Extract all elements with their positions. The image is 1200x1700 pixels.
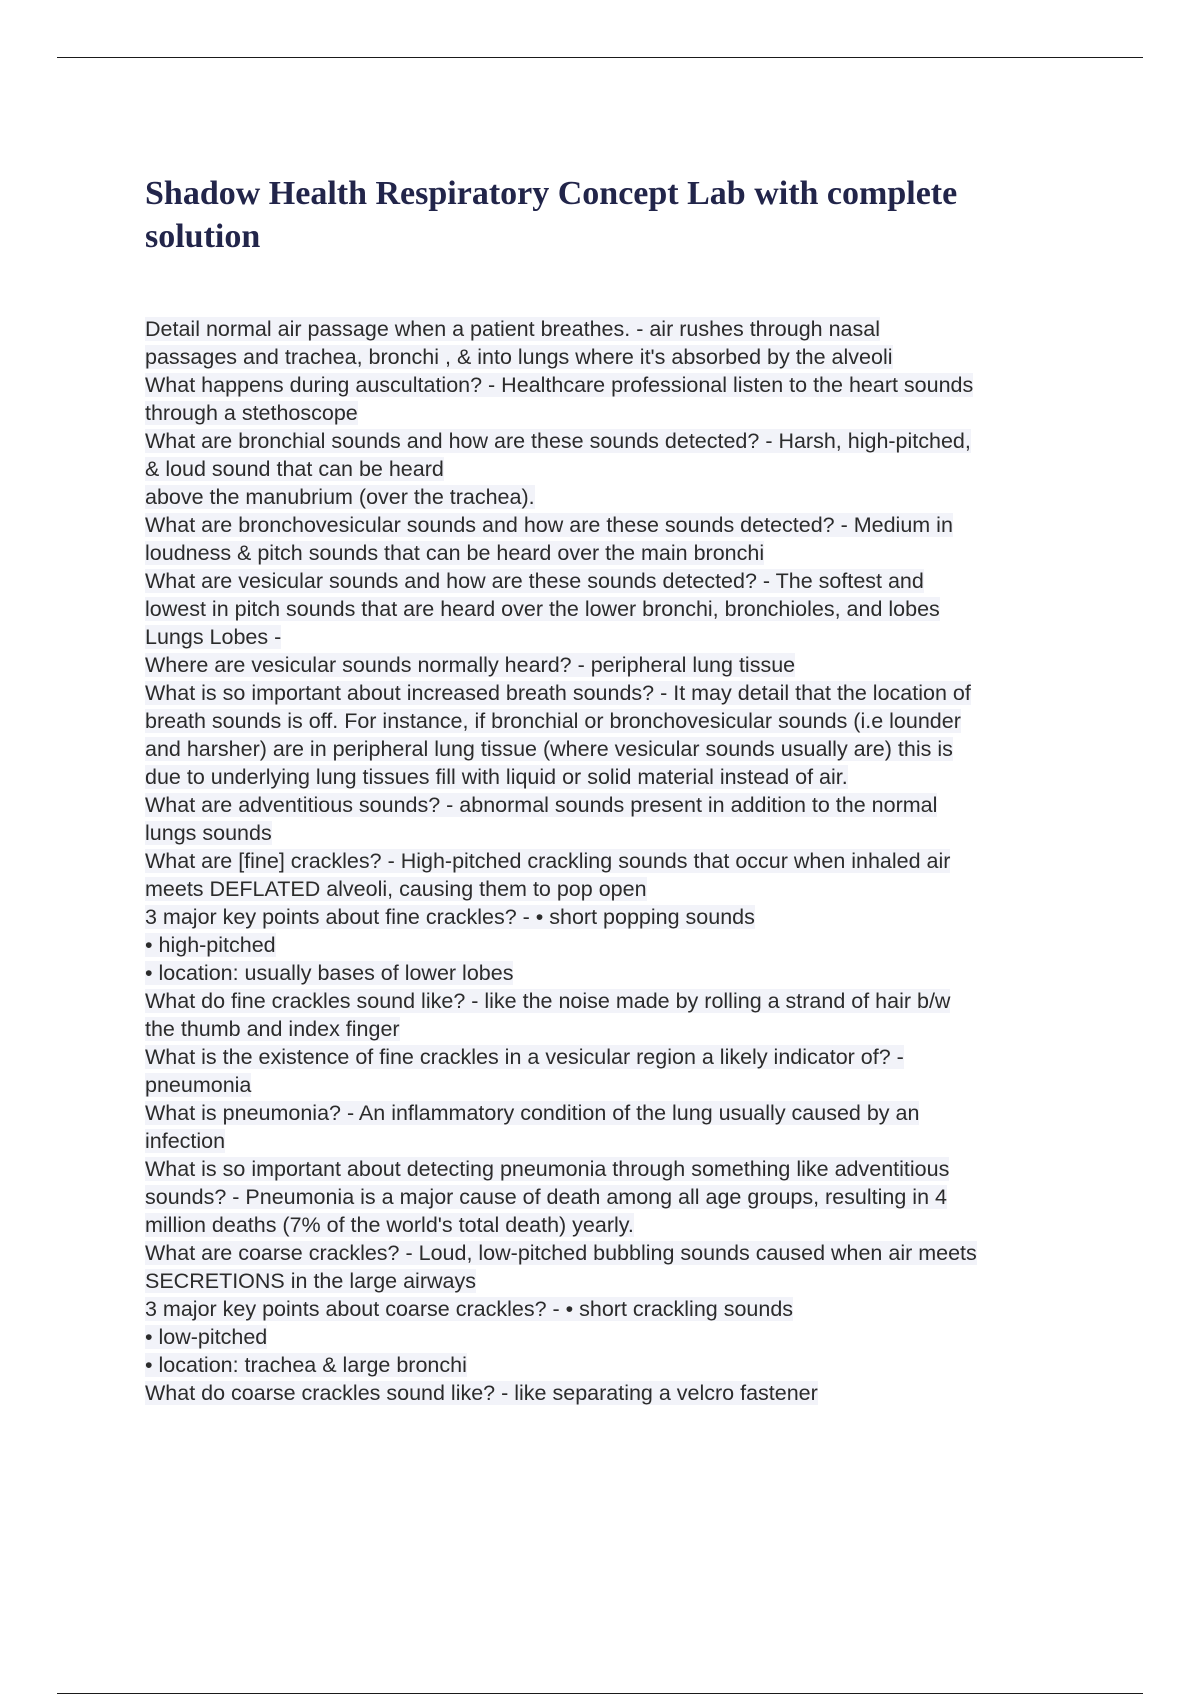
text-line: Detail normal air passage when a patient breathes. - air rushes through nasal (145, 317, 880, 341)
text-line: above the manubrium (over the trachea). (145, 485, 535, 509)
text-line: What happens during auscultation? - Healthcare professional listen to the heart sounds (145, 373, 974, 397)
text-line: What do fine crackles sound like? - like the noise made by rolling a strand of hair b/w (145, 989, 951, 1013)
text-line: infection (145, 1129, 226, 1153)
text-line: What is so important about increased breath sounds? - It may detail that the location of (145, 681, 971, 705)
text-line: What is the existence of fine crackles in a vesicular region a likely indicator of? - (145, 1045, 904, 1069)
text-line: What are coarse crackles? - Loud, low-pitched bubbling sounds caused when air meets (145, 1241, 977, 1265)
text-line: 3 major key points about fine crackles? - • short popping sounds (145, 905, 755, 929)
text-line: passages and trachea, bronchi , & into lungs where it's absorbed by the alveoli (145, 345, 893, 369)
text-line: What are vesicular sounds and how are these sounds detected? - The softest and (145, 569, 924, 593)
text-line: lowest in pitch sounds that are heard over the lower bronchi, bronchioles, and lobes (145, 597, 940, 621)
text-line: Lungs Lobes - (145, 625, 282, 649)
text-line: • high-pitched (145, 933, 276, 957)
text-line: through a stethoscope (145, 401, 358, 425)
text-line: SECRETIONS in the large airways (145, 1269, 476, 1293)
title-line: Shadow Health Respiratory Concept Lab with complete (145, 175, 958, 212)
text-line: What is so important about detecting pneumonia through something like adventitious (145, 1157, 950, 1181)
bottom-rule (57, 1693, 1143, 1694)
text-line: What are [fine] crackles? - High-pitched crackling sounds that occur when inhaled air (145, 849, 951, 873)
text-line: lungs sounds (145, 821, 272, 845)
text-line: • location: trachea & large bronchi (145, 1353, 467, 1377)
text-line: What is pneumonia? - An inflammatory condition of the lung usually caused by an (145, 1101, 920, 1125)
text-line: meets DEFLATED alveoli, causing them to pop open (145, 877, 647, 901)
text-line: and harsher) are in peripheral lung tissue (where vesicular sounds usually are) this is (145, 737, 953, 761)
text-line: breath sounds is off. For instance, if bronchial or bronchovesicular sounds (i.e lounder (145, 709, 961, 733)
text-line: & loud sound that can be heard (145, 457, 444, 481)
text-line: What are bronchial sounds and how are these sounds detected? - Harsh, high-pitched, (145, 429, 971, 453)
text-line: What are bronchovesicular sounds and how are these sounds detected? - Medium in (145, 513, 953, 537)
text-line: the thumb and index finger (145, 1017, 400, 1041)
text-line: • location: usually bases of lower lobes (145, 961, 514, 985)
text-line: loudness & pitch sounds that can be heard over the main bronchi (145, 541, 765, 565)
text-line: 3 major key points about coarse crackles? - • short crackling sounds (145, 1297, 794, 1321)
text-line: due to underlying lung tissues fill with liquid or solid material instead of air. (145, 765, 848, 789)
text-line: What do coarse crackles sound like? - like separating a velcro fastener (145, 1381, 818, 1405)
text-line: Where are vesicular sounds normally heard? - peripheral lung tissue (145, 653, 796, 677)
text-line: What are adventitious sounds? - abnormal sounds present in addition to the normal (145, 793, 938, 817)
document-title (145, 172, 1095, 258)
text-line: • low-pitched (145, 1325, 268, 1349)
text-line: pneumonia (145, 1073, 252, 1097)
top-rule (57, 57, 1143, 58)
title-line: solution (145, 218, 261, 255)
text-line: sounds? - Pneumonia is a major cause of death among all age groups, resulting in 4 (145, 1185, 947, 1209)
text-line: million deaths (7% of the world's total death) yearly. (145, 1213, 634, 1237)
qa-body (145, 315, 1095, 1407)
